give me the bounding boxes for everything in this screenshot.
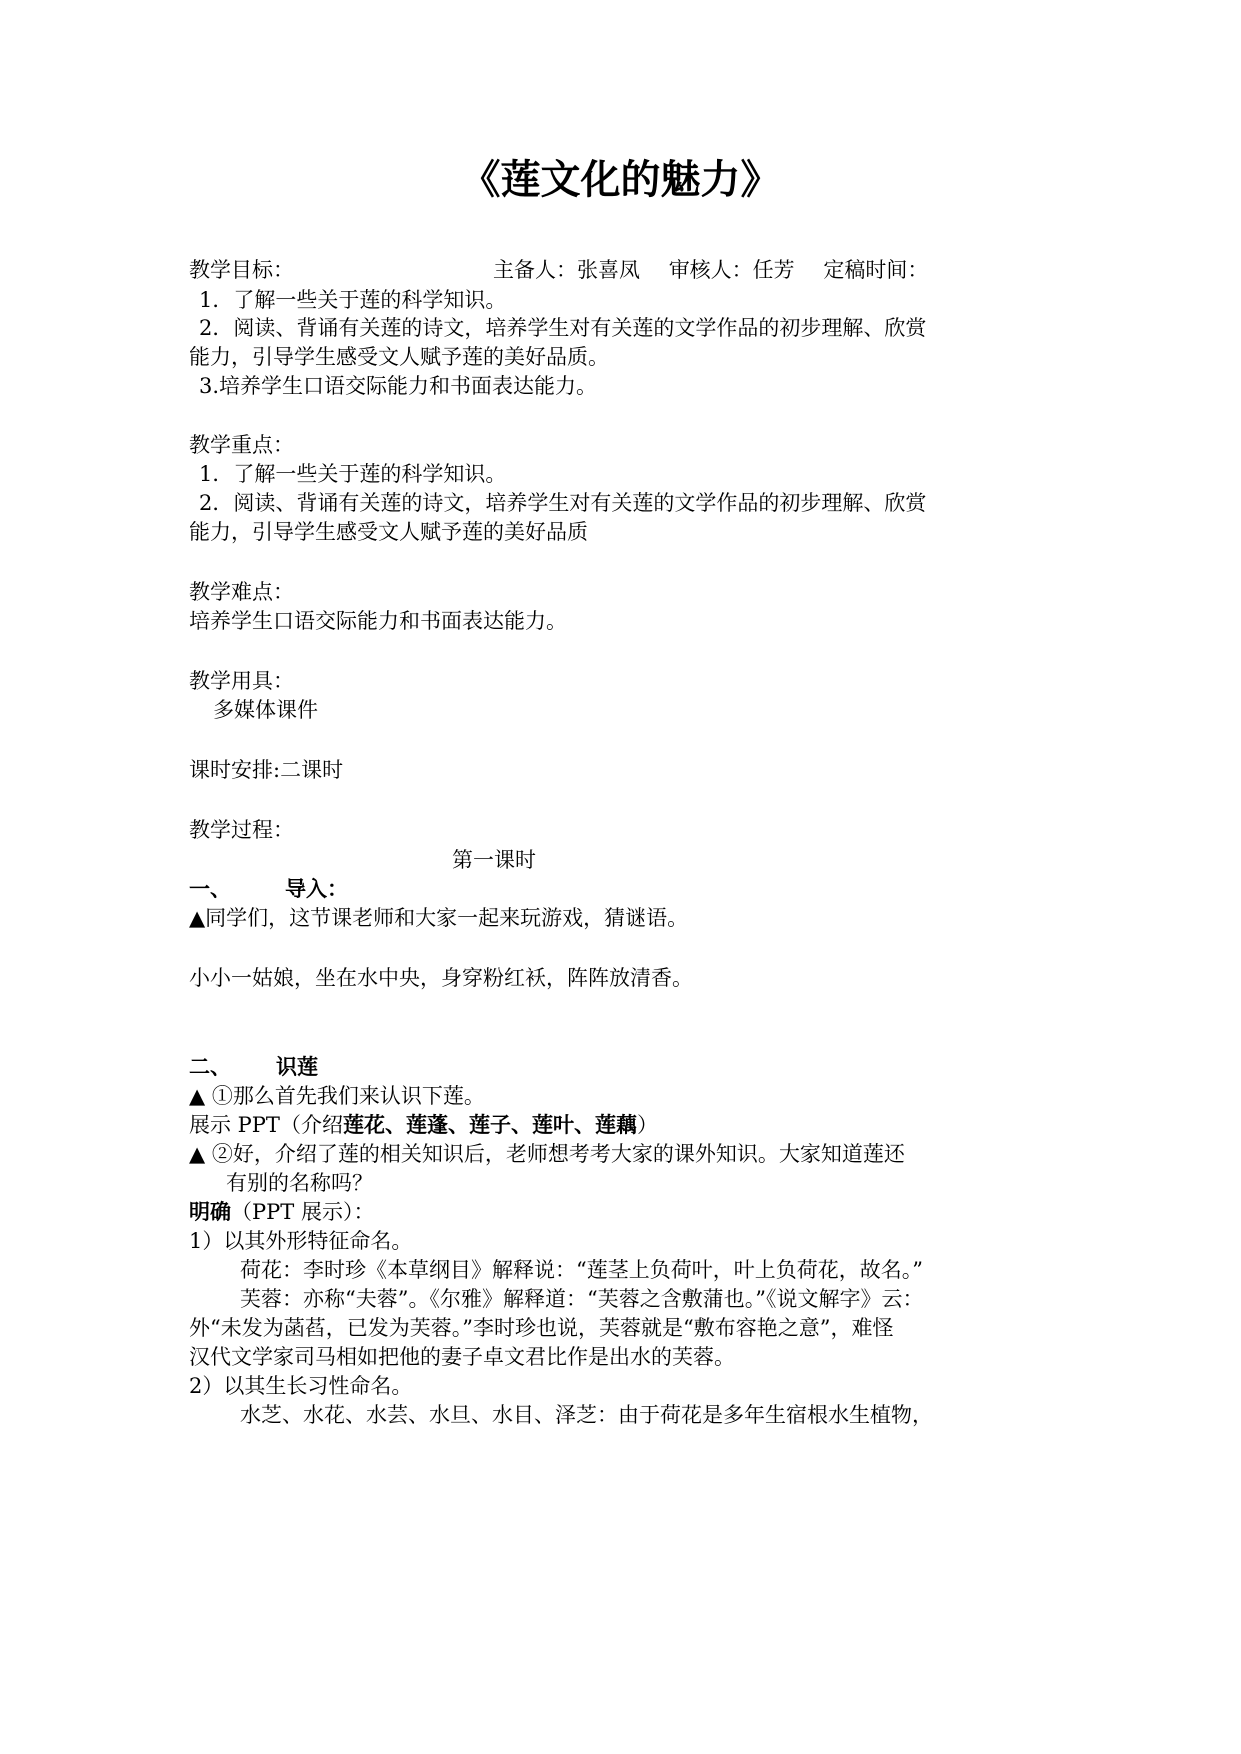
hehua-paragraph: 荷花：李时珍《本草纲目》解释说：“莲茎上负荷叶，叶上负荷花，故名。” [240,1258,923,1282]
ppt-topics: 莲花、莲蓬、莲子、莲叶、莲藕 [342,1112,637,1137]
section-2-line-2b: 有别的名称吗？ [226,1171,373,1195]
lesson-title: 第一课时 [452,848,536,872]
objective-item-3: 3.培养学生口语交际能力和书面表达能力。 [199,374,598,398]
section-1-line-1: ▲同学们，这节课老师和大家一起来玩游戏，猜谜语。 [189,906,689,930]
section-2-line-1: ▲ ①那么首先我们来认识下莲。 [189,1084,485,1108]
ppt-suffix: ） [636,1113,658,1137]
section-1-number: 一、 [189,876,231,901]
objectives-heading: 教学目标： [189,258,294,282]
difficulties-heading: 教学难点： [189,580,294,604]
section-1-title: 导入： [285,876,348,901]
furong-paragraph-3: 汉代文学家司马相如把他的妻子卓文君比作是出水的芙蓉。 [189,1345,735,1369]
naming-item-2: 2）以其生长习性命名。 [189,1374,413,1398]
key-point-item-2b: 能力，引导学生感受文人赋予莲的美好品质 [189,520,588,544]
reviewer: 审核人：任芳 [668,258,795,282]
schedule: 课时安排:二课时 [189,758,344,782]
naming-item-1: 1）以其外形特征命名。 [189,1229,413,1253]
objective-item-2a: 2．阅读、背诵有关莲的诗文，培养学生对有关莲的文学作品的初步理解、欣赏 [199,316,927,340]
section-2-title: 识莲 [276,1054,318,1079]
riddle: 小小一姑娘，坐在水中央，身穿粉红袄，阵阵放清香。 [189,966,693,990]
tools-text: 多媒体课件 [213,698,318,722]
furong-paragraph-1: 芙蓉：亦称“夫蓉”。《尔雅》解释道：“芙蓉之含敷蒲也。”《说文解字》云： [240,1287,924,1311]
ppt-prefix: 展示 PPT（介绍 [189,1113,343,1137]
section-2-number: 二、 [189,1054,231,1079]
clarify-label: 明确 [189,1199,231,1224]
key-point-item-1: 1．了解一些关于莲的科学知识。 [199,462,507,486]
section-2-line-2a: ▲ ②好，介绍了莲的相关知识后，老师想考考大家的课外知识。大家知道莲还 [189,1142,905,1166]
key-point-item-2a: 2．阅读、背诵有关莲的诗文，培养学生对有关莲的文学作品的初步理解、欣赏 [199,491,927,515]
clarify-line [189,1197,374,1227]
document-title: 《莲文化的魅力》 [460,157,781,203]
tools-heading: 教学用具： [189,669,294,693]
objective-item-1: 1．了解一些关于莲的科学知识。 [199,288,507,312]
finalized-date: 定稿时间： [823,258,929,282]
process-heading: 教学过程： [189,818,294,842]
section-2-heading [189,1052,318,1082]
key-points-heading: 教学重点： [189,433,294,457]
clarify-rest: （PPT 展示）： [231,1200,375,1224]
document-meta [493,255,950,285]
furong-paragraph-2: 外“未发为菡萏，已发为芙蓉。”李时珍也说，芙蓉就是“敷布容艳之意”，难怪 [189,1316,894,1340]
section-1-heading [189,874,348,904]
shuizhi-paragraph: 水芝、水花、水芸、水旦、水目、泽芝：由于荷花是多年生宿根水生植物， [240,1403,933,1427]
ppt-line [189,1110,658,1140]
preparer: 主备人：张喜凤 [493,258,640,282]
objective-item-2b: 能力，引导学生感受文人赋予莲的美好品质。 [189,345,609,369]
difficulties-text: 培养学生口语交际能力和书面表达能力。 [189,609,567,633]
